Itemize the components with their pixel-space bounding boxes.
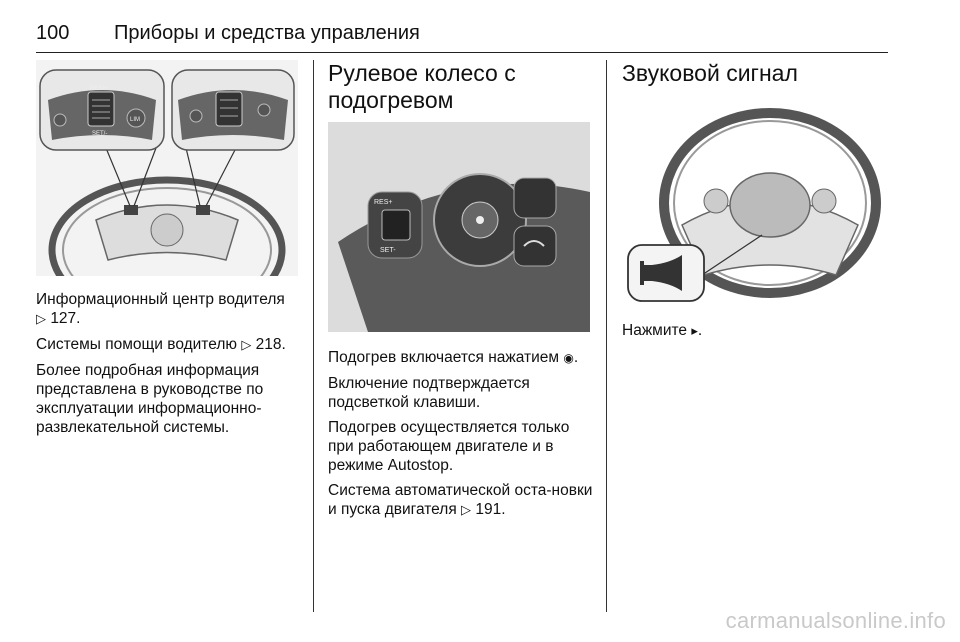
heating-on-text: Подогрев включается нажатием	[328, 349, 560, 366]
driver-assist-ref[interactable]: 218.	[255, 336, 286, 353]
paragraph-confirmation: Включение подтверждается подсветкой клавиши.	[328, 375, 530, 411]
driver-assist-text: Системы помощи водителю	[36, 336, 238, 353]
paragraph-heating-on: Подогрев включается нажатием ◉.	[328, 349, 579, 366]
driver-info-ref[interactable]: 127.	[50, 310, 81, 327]
paragraph-driver-info	[36, 290, 298, 329]
autostop-ref[interactable]: 191.	[475, 501, 506, 518]
crossref-arrow-icon: ▷	[241, 338, 252, 353]
fig1-res-label: RES/+	[90, 86, 108, 92]
heated-wheel-icon: ◉	[563, 351, 574, 365]
paragraph-horn-press: Нажмите ▸.	[622, 322, 703, 339]
column-left	[36, 60, 298, 443]
crossref-arrow-icon: ▷	[461, 503, 472, 518]
driver-info-text: Информационный центр водителя	[36, 291, 285, 308]
page-header	[36, 22, 888, 53]
autostop-text: Система автоматической оста-новки и пуска двигателя	[328, 482, 593, 518]
horn-icon: ▸	[691, 323, 698, 338]
heated-wheel-figure	[328, 122, 590, 332]
column-right	[622, 60, 888, 346]
paragraph-more-info: Более подробная информация представлена в руководстве по эксплуатации информационно-развлекательной системы.	[36, 362, 264, 436]
horn-figure	[622, 95, 884, 305]
steering-controls-figure	[36, 60, 298, 276]
heading-heated-wheel: Рулевое колесо с подогревом	[328, 60, 516, 113]
fig1-lim-label: LIM	[130, 117, 141, 123]
fig2-set-label: SET-	[380, 247, 396, 254]
column-middle	[328, 60, 598, 526]
column-divider	[313, 60, 314, 612]
heading-horn: Звуковой сигнал	[622, 60, 798, 86]
fig2-res-label: RES+	[374, 199, 393, 206]
watermark: carmanualsonline.info	[725, 608, 946, 633]
column-divider	[606, 60, 607, 612]
crossref-arrow-icon: ▷	[36, 312, 46, 327]
paragraph-autostop	[328, 481, 598, 520]
paragraph-driver-assist	[36, 335, 298, 355]
paragraph-engine-running: Подогрев осуществляется только при работающем двигателе и в режиме Autostop.	[328, 419, 570, 474]
horn-press-text: Нажмите	[622, 322, 688, 339]
fig1-set-label: SET/-	[92, 131, 108, 137]
page-number: 100	[36, 22, 70, 44]
chapter-title: Приборы и средства управления	[114, 22, 420, 44]
